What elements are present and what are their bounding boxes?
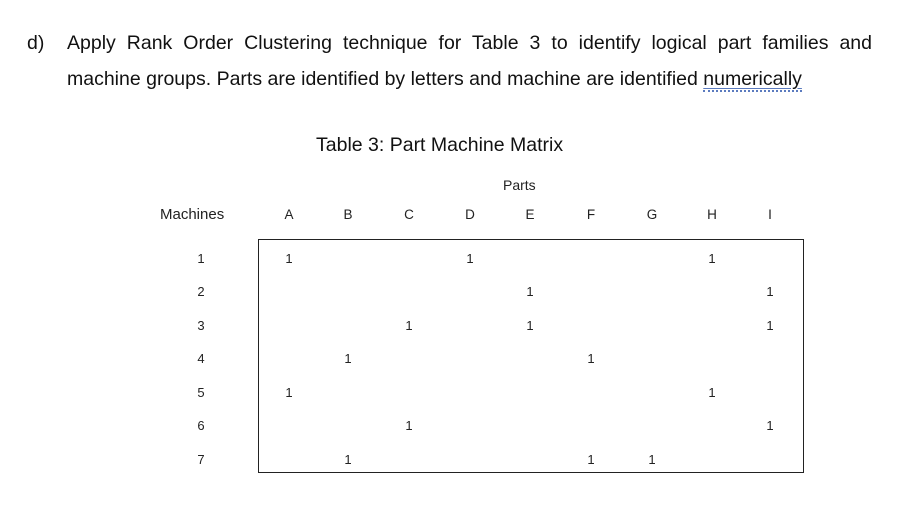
part-header-b: B [343,207,353,222]
matrix-cell: 1 [466,251,474,266]
matrix-cell: 1 [344,452,352,467]
matrix-cell: 1 [587,351,595,366]
part-header-f: F [586,207,596,222]
machine-header-1: 1 [197,251,205,266]
question-line-1: Apply Rank Order Clustering technique for Table 3 to identify logical part families and [67,32,872,54]
question-label: d) [27,32,45,54]
machine-header-2: 2 [197,284,205,299]
question-text [67,25,872,97]
machines-label: Machines [160,206,225,223]
part-header-i: I [768,207,772,222]
machine-header-7: 7 [197,452,205,467]
part-header-a: A [284,207,294,222]
machine-header-4: 4 [197,351,205,366]
matrix-cell: 1 [708,251,716,266]
part-header-e: E [525,207,535,222]
matrix-cell: 1 [344,351,352,366]
question-underlined-word: numerically [703,68,802,90]
matrix-cell: 1 [708,385,716,400]
machine-header-3: 3 [197,318,205,333]
question-line-2-text: machine groups. Parts are identified by letters and machine are identified [67,68,704,90]
matrix-cell: 1 [405,418,413,433]
part-header-h: H [707,207,717,222]
matrix-cell: 1 [405,318,413,333]
part-header-c: C [404,207,414,222]
table-caption: Table 3: Part Machine Matrix [316,134,564,156]
matrix-cell: 1 [648,452,656,467]
matrix-cell: 1 [766,284,774,299]
matrix-cell: 1 [587,452,595,467]
matrix-cell: 1 [526,284,534,299]
matrix-cell: 1 [766,418,774,433]
matrix-cell: 1 [526,318,534,333]
question-line-2 [67,61,872,97]
matrix-cell: 1 [285,385,293,400]
machine-header-5: 5 [197,385,205,400]
machine-header-6: 6 [197,418,205,433]
part-header-g: G [646,207,658,222]
parts-label: Parts [503,177,536,193]
part-header-d: D [465,207,475,222]
matrix-cell: 1 [766,318,774,333]
matrix-cell: 1 [285,251,293,266]
